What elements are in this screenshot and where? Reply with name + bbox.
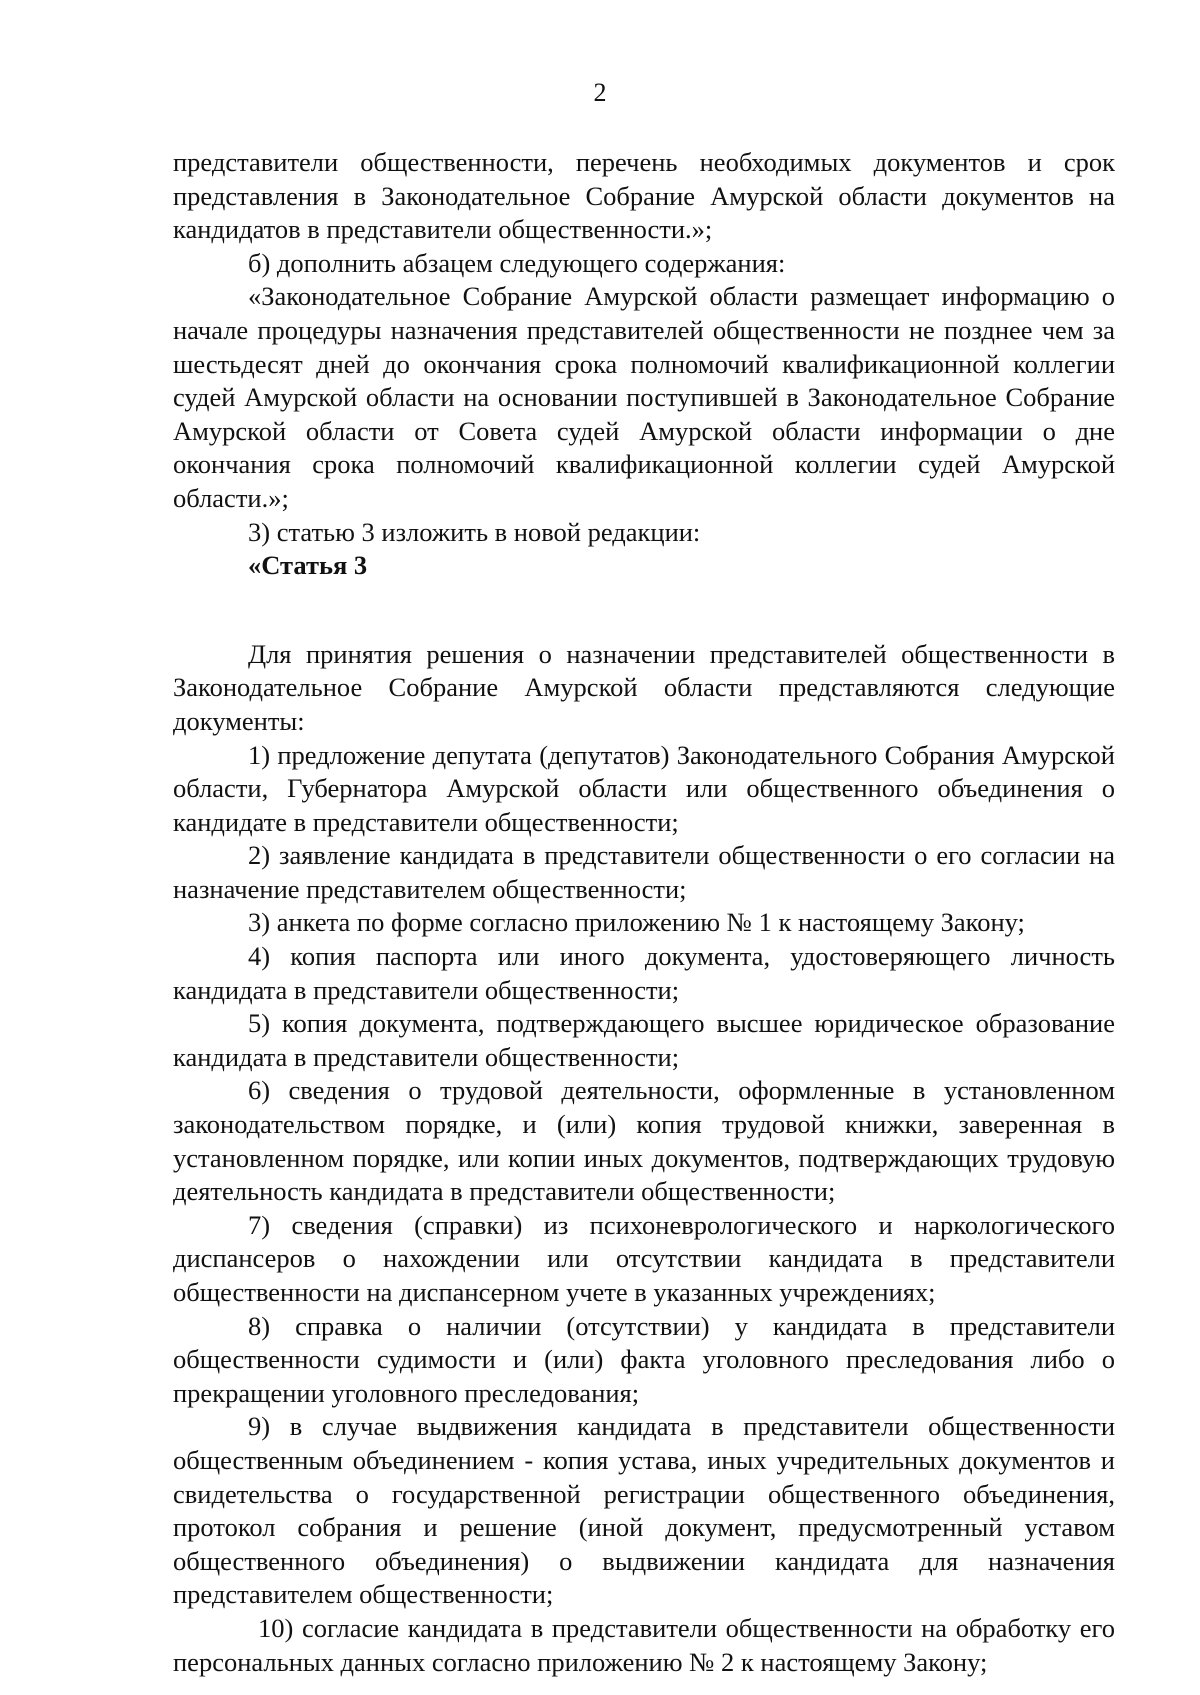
list-item-4: 4) копия паспорта или иного документа, удостоверяющего личность кандидата в представители общественности; bbox=[173, 941, 1115, 1005]
list-item-9: 9) в случае выдвижения кандидата в представители общественности общественным объединением - копия устава, иных учредительных документов и свидетельства о государственной регистрации общественного объединения, протокол собрания и решение (иной документ, предусмотренный уставом общественного объединения) о выдвижении кандидата для назначения представителем общественности; bbox=[173, 1411, 1115, 1610]
blank-line bbox=[173, 583, 1115, 638]
list-item-8: 8) справка о наличии (отсутствии) у кандидата в представители общественности судимости и (или) факта уголовного преследования либо о прекращении уголовного преследования; bbox=[173, 1310, 1115, 1408]
paragraph-continuation: представители общественности, перечень необходимых документов и срок представления в Законодательное Собрание Амурской области документов на кандидатов в представители общественности.»; bbox=[173, 147, 1115, 245]
list-item-5: 5) копия документа, подтверждающего высшее юридическое образование кандидата в представители общественности; bbox=[173, 1008, 1115, 1072]
list-item-1: 1) предложение депутата (депутатов) Законодательного Собрания Амурской области, Губернатора Амурской области или общественного объединения о кандидате в представители общественности; bbox=[173, 739, 1115, 837]
list-item-3: 3) анкета по форме согласно приложению № 1 к настоящему Закону; bbox=[248, 907, 1025, 938]
paragraph-quote: «Законодательное Собрание Амурской области размещает информацию о начале процедуры назначения представителей общественности не позднее чем за шестьдесят дней до окончания срока полномочий квалификационной коллегии судей Амурской области на основании поступившей в Законодательное Собрание Амурской области от Совета судей Амурской области информации о дне окончания срока полномочий квалификационной коллегии судей Амурской области.»; bbox=[173, 281, 1115, 513]
document-body bbox=[173, 146, 1115, 1679]
article-heading: «Статья 3 bbox=[248, 550, 368, 581]
list-item-6: 6) сведения о трудовой деятельности, оформленные в установленном законодательством порядке, и (или) копия трудовой книжки, заверенная в установленном порядке, или копии иных документов, подтверждающих трудовую деятельность кандидата в представители общественности; bbox=[173, 1075, 1115, 1207]
paragraph-b: б) дополнить абзацем следующего содержания: bbox=[248, 247, 786, 278]
list-item-7: 7) сведения (справки) из психоневрологического и наркологического диспансеров о нахождении или отсутствии кандидата в представители общественности на диспансерном учете в указанных учреждениях; bbox=[173, 1209, 1115, 1307]
list-item-2: 2) заявление кандидата в представители общественности о его согласии на назначение представителем общественности; bbox=[173, 840, 1115, 904]
paragraph-intro: Для принятия решения о назначении представителей общественности в Законодательное Собрание Амурской области представляются следующие документы: bbox=[173, 638, 1115, 736]
paragraph-3: 3) статью 3 изложить в новой редакции: bbox=[248, 516, 701, 547]
list-item-10: 10) согласие кандидата в представители общественности на обработку его персональных данных согласно приложению № 2 к настоящему Закону; bbox=[173, 1612, 1115, 1677]
page-number: 2 bbox=[593, 78, 607, 107]
